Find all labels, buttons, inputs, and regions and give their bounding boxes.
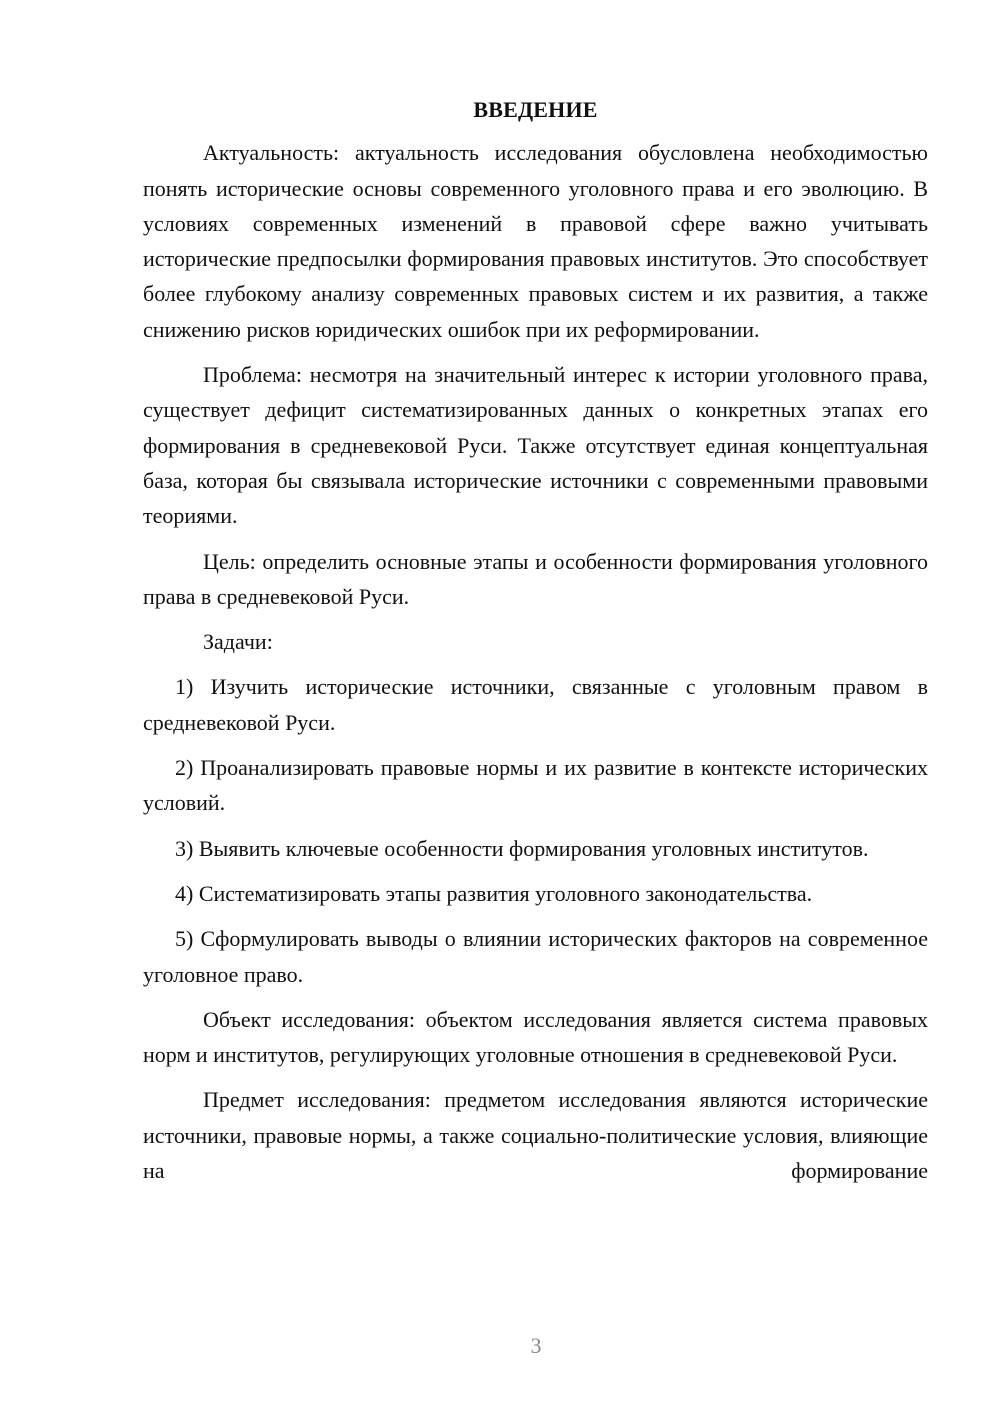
paragraph-object: Объект исследования: объектом исследования является система правовых норм и институтов, регулирующих уголовные отношения в средневековой Руси.: [143, 1006, 928, 1068]
page-content: [143, 92, 928, 1198]
section-title: ВВЕДЕНИЕ: [473, 97, 598, 122]
paragraph-relevance: Актуальность: актуальность исследования обусловлена необходимостью понять исторические основы современного уголовного права и его эволюцию. В условиях современных изменений в правовой сфере важно учитывать исторические предпосылки формирования правовых институтов. Это способствует более глубокому анализу современных правовых систем и их развития, а также снижению рисков юридических ошибок при их реформировании.: [143, 140, 928, 342]
paragraph-goal: Цель: определить основные этапы и особенности формирования уголовного права в средневековой Руси.: [143, 548, 928, 609]
task-item-3: 3) Выявить ключевые особенности формирования уголовных институтов.: [175, 835, 869, 861]
task-item-2: 2) Проанализировать правовые нормы и их развитие в контексте исторических условий.: [143, 755, 928, 816]
task-item-4: 4) Систематизировать этапы развития уголовного законодательства.: [175, 880, 813, 906]
page-number: 3: [530, 1333, 542, 1358]
task-item-1: 1) Изучить исторические источники, связанные с уголовным правом в средневековой Руси.: [143, 674, 928, 735]
task-item-5: 5) Сформулировать выводы о влиянии исторических факторов на современное уголовное право.: [143, 926, 928, 987]
tasks-heading: Задачи:: [203, 629, 273, 655]
paragraph-problem: Проблема: несмотря на значительный интерес к истории уголовного права, существует дефицит систематизированных данных о конкретных этапах его формирования в средневековой Руси. Также отсутствует единая концептуальная база, которая бы связывала исторические источники с современными правовыми теориями.: [143, 362, 928, 529]
paragraph-subject: Предмет исследования: предметом исследования являются исторические источники, правовые нормы, а также социально-политические условия, влияющие на формирование: [143, 1087, 928, 1184]
